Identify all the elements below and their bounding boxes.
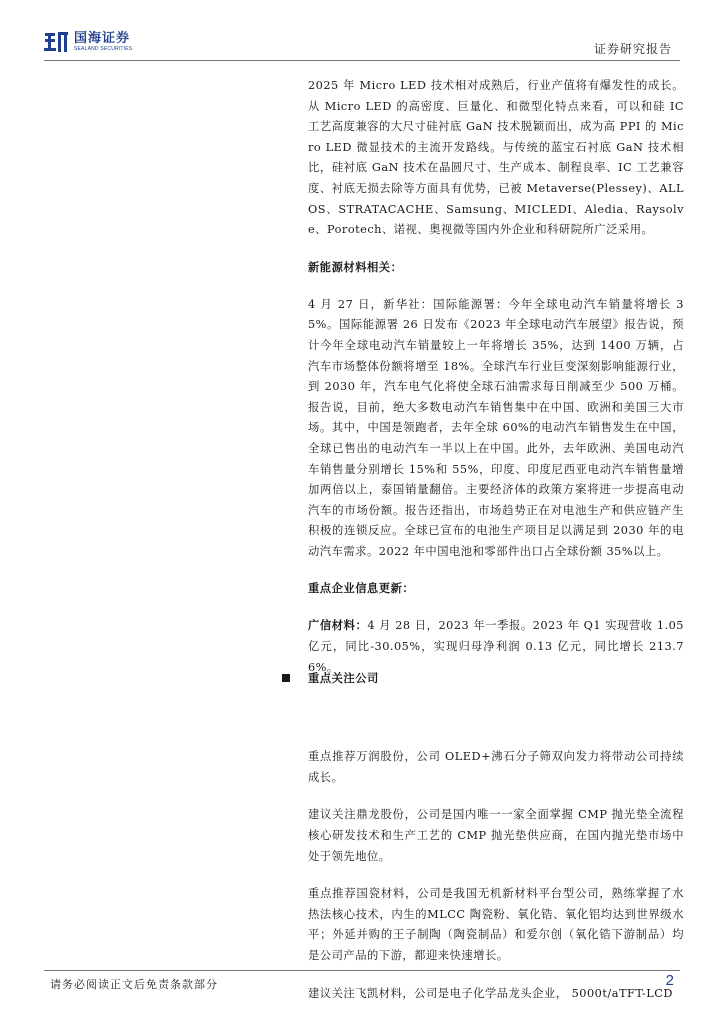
section-title-new-energy: 新能源材料相关： bbox=[308, 260, 403, 274]
section-heading-key-companies bbox=[282, 670, 379, 686]
paragraph-dinglong: 建议关注鼎龙股份，公司是国内唯一一家全面掌握 CMP 抛光垫全流程核心研发技术和生产工艺的 CMP 抛光垫供应商，在国内抛光垫市场中处于领先地位。 bbox=[308, 808, 684, 863]
footer-divider bbox=[44, 970, 680, 971]
header-divider bbox=[44, 60, 680, 61]
paragraph-wanrun: 重点推荐万润股份，公司 OLED+沸石分子筛双向发力将带动公司持续成长。 bbox=[308, 750, 684, 784]
report-type-label: 证券研究报告 bbox=[593, 42, 672, 56]
page-number: 2 bbox=[665, 972, 674, 989]
disclaimer-note: 请务必阅读正文后免责条款部分 bbox=[50, 978, 218, 991]
company-logo bbox=[44, 30, 132, 54]
square-bullet-icon bbox=[282, 674, 290, 682]
logo-english-name: SEALAND SECURITIES bbox=[74, 45, 133, 52]
paragraph-guangxin: 广信材料：4 月 28 日，2023 年一季报。2023 年 Q1 实现营收 1.05 亿元，同比-30.05%，实现归母净利润 0.13 亿元，同比增长 213.76%。 bbox=[308, 619, 684, 674]
paragraph-guoci: 重点推荐国瓷材料，公司是我国无机新材料平台型公司，熟练掌握了水热法核心技术，内生的MLCC 陶瓷粉、氧化锆、氧化铝均达到世界级水平；外延并购的王子制陶（陶瓷制品）和爱尔创（氧化锆下游制品）均是公司产品的下游，都迎来快速增长。 bbox=[308, 887, 684, 962]
section-title-company-update: 重点企业信息更新： bbox=[308, 582, 415, 596]
main-content bbox=[308, 76, 684, 1004]
paragraph-ev-sales: 4 月 27 日，新华社：国际能源署：今年全球电动汽车销量将增长 35%。国际能源署 26 日发布《2023 年全球电动汽车展望》报告说，预计今年全球电动汽车销量较上一年将增长 35%，达到 1400 万辆，占汽车市场整体份额将增至 18%。全球汽车行业巨变深刻影响能源行业，到 2030 年，汽车电气化将使全球石油需求每日削减至少 500 万桶。报告说，目前，绝大多数电动汽车销售集中在中国、欧洲和美国三大市场。其中，中国是领跑者，去年全球 60%的电动汽车销售发生在中国，全球已售出的电动汽车一半以上在中国。此外，去年欧洲、美国电动汽车销售量分别增长 15%和 55%，印度、印度尼西亚电动汽车销售量增加两倍以上，泰国销量翻倍。主要经济体的政策方案将进一步提高电动汽车的市场份额。报告还指出，市场趋势正在对电池生产和供应链产生积极的连锁反应。全球已宣布的电池生产项目足以满足到 2030 年的电动汽车需求。2022 年中国电池和零部件出口占全球份额 35%以上。 bbox=[308, 297, 684, 558]
page-header bbox=[0, 0, 724, 62]
section-heading-label: 重点关注公司 bbox=[308, 672, 379, 685]
logo-chinese-name: 国海证券 bbox=[74, 30, 131, 46]
paragraph-micro-led: 2025 年 Micro LED 技术相对成熟后，行业产值将有爆发性的成长。从 Micro LED 的高密度、巨量化、和微型化特点来看，可以和硅 IC 工艺高度兼容的大尺寸硅衬底 GaN 技术脱颖而出，成为高 PPI 的 Micro LED 微显技术的主流开发路线。与传统的蓝宝石衬底 GaN 技术相比，硅衬底 GaN 技术在晶圆尺寸、生产成本、制程良率、IC 工艺兼容度、衬底无损去除等方面具有优势，已被 Metaverse(Plessey)、ALLOS、STRATACACHE、Samsung、MICLEDI、Aledia、Raysolve、Porotech、诺视、奥视微等国内外企业和科研院所广泛采用。 bbox=[308, 79, 684, 237]
company-lead-label: 广信材料： bbox=[308, 619, 368, 633]
paragraph-feikai: 建议关注飞凯材料，公司是电子化学品龙头企业， 5000t/aTFT-LCD bbox=[308, 986, 673, 1000]
logo-mark-icon bbox=[44, 31, 70, 53]
